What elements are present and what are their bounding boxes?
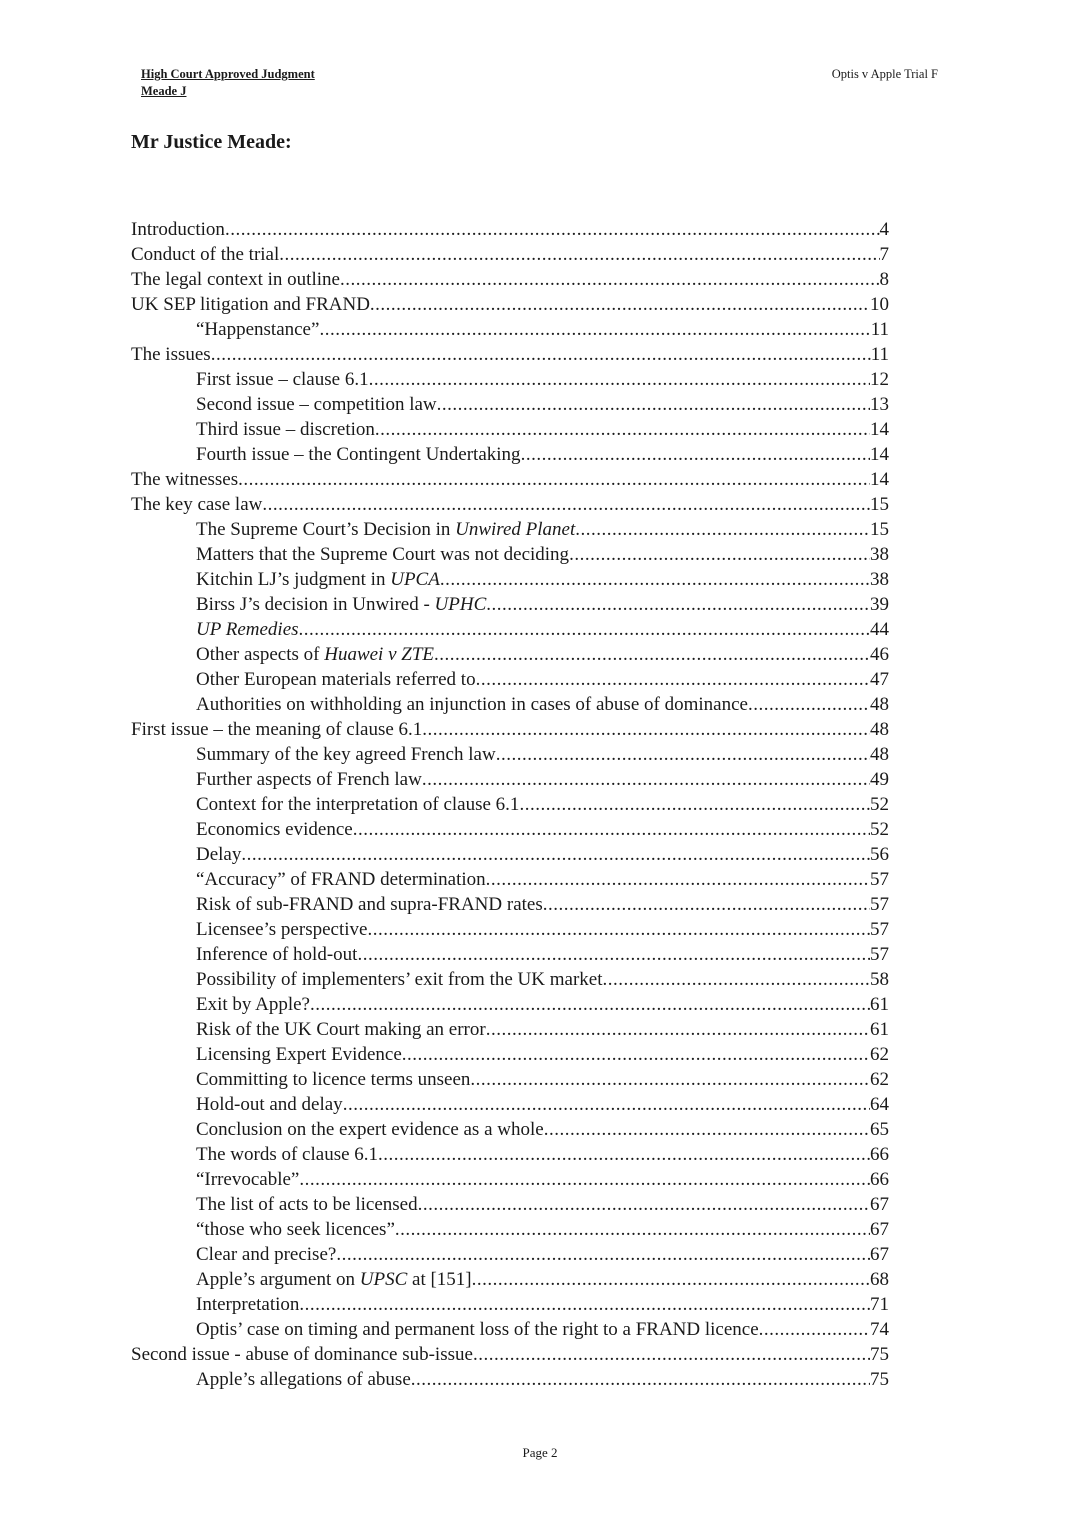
toc-entry-title-text: Matters that the Supreme Court was not deciding (196, 544, 570, 565)
toc-entry-title (196, 817, 353, 842)
toc-entry-page: 8 (879, 269, 889, 290)
toc-dot-leader (422, 717, 870, 742)
toc-entry-page: 75 (870, 1344, 889, 1365)
toc-entry[interactable] (131, 792, 889, 817)
toc-entry-page: 61 (870, 994, 889, 1015)
toc-dot-leader (370, 292, 870, 317)
toc-entry[interactable] (131, 1117, 889, 1142)
toc-entry-title-text: “Accuracy” of FRAND determination (196, 869, 486, 890)
toc-dot-leader (519, 792, 870, 817)
toc-entry-title (196, 1017, 486, 1042)
toc-entry[interactable] (131, 842, 889, 867)
toc-entry-title (196, 1142, 378, 1167)
toc-entry[interactable] (131, 742, 889, 767)
toc-entry[interactable] (131, 417, 889, 442)
toc-entry-title-text: Third issue – discretion (196, 419, 375, 440)
toc-entry[interactable] (131, 942, 889, 967)
toc-entry-title-text: Licensee’s perspective (196, 919, 368, 940)
toc-entry-title (131, 717, 422, 742)
toc-entry-page: 57 (870, 894, 889, 915)
toc-entry[interactable] (131, 1217, 889, 1242)
toc-entry-title (196, 767, 422, 792)
toc-entry-page: 62 (870, 1069, 889, 1090)
toc-entry-title (196, 667, 476, 692)
toc-entry-title-italic: Huawei v ZTE (324, 644, 434, 665)
toc-entry-title-text: Conduct of the trial (131, 244, 280, 265)
toc-dot-leader (434, 642, 870, 667)
toc-entry-title-italic: UPCA (390, 569, 440, 590)
toc-entry-title (131, 267, 340, 292)
toc-entry-title-text: Clear and precise? (196, 1244, 337, 1265)
toc-entry-title-text: at [151] (407, 1269, 472, 1290)
toc-entry[interactable] (131, 517, 889, 542)
toc-entry-title-text: Summary of the key agreed French law (196, 744, 496, 765)
toc-entry-page: 52 (870, 819, 889, 840)
toc-dot-leader (367, 917, 870, 942)
toc-entry-page: 44 (870, 619, 889, 640)
toc-entry[interactable] (131, 242, 889, 267)
toc-entry[interactable] (131, 592, 889, 617)
toc-entry-page: 67 (870, 1194, 889, 1215)
toc-entry-title (196, 1242, 336, 1267)
toc-entry-page: 56 (870, 844, 889, 865)
toc-dot-leader (603, 967, 871, 992)
toc-entry-title (196, 892, 543, 917)
toc-dot-leader (543, 892, 870, 917)
toc-entry-title (196, 792, 519, 817)
toc-entry-title (196, 567, 440, 592)
toc-dot-leader (470, 1067, 870, 1092)
toc-dot-leader (402, 1042, 870, 1067)
toc-entry-title-text: Conclusion on the expert evidence as a whole (196, 1119, 544, 1140)
toc-entry-page: 7 (879, 244, 889, 265)
toc-entry-page: 57 (870, 944, 889, 965)
toc-entry-title-text: Apple’s argument on (196, 1269, 360, 1290)
toc-entry-title-italic: UP Remedies (196, 619, 299, 640)
toc-entry[interactable] (131, 342, 889, 367)
toc-dot-leader (238, 467, 870, 492)
toc-dot-leader (496, 742, 870, 767)
toc-dot-leader (418, 1192, 870, 1217)
toc-entry[interactable] (131, 567, 889, 592)
toc-entry-page: 39 (870, 594, 889, 615)
toc-entry-title (196, 917, 367, 942)
toc-entry[interactable] (131, 1167, 889, 1192)
toc-dot-leader (473, 1342, 870, 1367)
toc-dot-leader (544, 1117, 870, 1142)
toc-entry-title-italic: Unwired Planet (455, 519, 576, 540)
toc-dot-leader (343, 1092, 870, 1117)
toc-entry-page: 71 (870, 1294, 889, 1315)
toc-entry-page: 4 (879, 219, 889, 240)
toc-entry[interactable] (131, 892, 889, 917)
toc-entry-page: 15 (870, 519, 889, 540)
toc-entry[interactable] (131, 1192, 889, 1217)
toc-dot-leader (422, 767, 870, 792)
toc-entry-title (196, 392, 437, 417)
header-judge: Meade J (141, 84, 187, 98)
toc-entry-page: 46 (870, 644, 889, 665)
toc-entry[interactable] (131, 1142, 889, 1167)
toc-dot-leader (759, 1317, 870, 1342)
toc-entry-page: 13 (870, 394, 889, 415)
toc-entry-title-text: Further aspects of French law (196, 769, 422, 790)
toc-entry-page: 67 (870, 1244, 889, 1265)
toc-entry[interactable] (131, 367, 889, 392)
toc-entry[interactable] (131, 992, 889, 1017)
toc-dot-leader (395, 1217, 870, 1242)
toc-entry-title-text: Fourth issue – the Contingent Undertaking (196, 444, 521, 465)
toc-entry[interactable] (131, 317, 889, 342)
toc-dot-leader (319, 317, 870, 342)
toc-dot-leader (378, 1142, 870, 1167)
toc-entry-page: 65 (870, 1119, 889, 1140)
toc-dot-leader (353, 817, 870, 842)
toc-entry-page: 66 (870, 1144, 889, 1165)
toc-entry-title-italic: UPSC (359, 1269, 408, 1290)
toc-entry-title (196, 442, 521, 467)
toc-dot-leader (411, 1367, 870, 1392)
toc-dot-leader (472, 1267, 870, 1292)
header-court-title: High Court Approved Judgment (141, 67, 315, 81)
toc-entry-title (196, 542, 569, 567)
toc-entry-title (131, 242, 279, 267)
page-number: Page 2 (522, 1445, 558, 1460)
toc-dot-leader (310, 992, 870, 1017)
toc-dot-leader (375, 417, 870, 442)
toc-entry-title-text: The list of acts to be licensed (196, 1194, 418, 1215)
toc-dot-leader (486, 592, 870, 617)
toc-dot-leader (440, 567, 870, 592)
toc-entry-title-text: Risk of sub-FRAND and supra-FRAND rates (196, 894, 543, 915)
toc-entry-title-text: Authorities on withholding an injunction in cases of abuse of dominance (196, 694, 748, 715)
toc-entry-title (196, 1367, 411, 1392)
toc-entry[interactable] (131, 917, 889, 942)
toc-entry[interactable] (131, 767, 889, 792)
toc-entry-title-text: The key case law (131, 494, 263, 515)
toc-entry-page: 15 (870, 494, 889, 515)
header-case-name: Optis v Apple Trial F (831, 67, 938, 81)
toc-entry[interactable] (131, 1042, 889, 1067)
toc-dot-leader (211, 342, 871, 367)
toc-entry[interactable] (131, 267, 889, 292)
toc-entry-title-text: First issue – clause 6.1 (196, 369, 369, 390)
toc-entry-page: 48 (870, 719, 889, 740)
toc-entry-title (131, 1342, 473, 1367)
toc-entry-title (196, 867, 486, 892)
judge-heading: Mr Justice Meade: (131, 131, 292, 153)
toc-entry-page: 62 (870, 1044, 889, 1065)
toc-entry-title (196, 1292, 299, 1317)
toc-dot-leader (262, 492, 870, 517)
toc-entry-page: 49 (870, 769, 889, 790)
toc-dot-leader (437, 392, 870, 417)
toc-entry-title (196, 367, 369, 392)
toc-entry-title (196, 842, 241, 867)
toc-entry-title (196, 692, 748, 717)
toc-entry-title-text: Inference of hold-out (196, 944, 358, 965)
toc-entry-title-text: Other European materials referred to (196, 669, 476, 690)
toc-dot-leader (748, 692, 870, 717)
toc-dot-leader (279, 242, 879, 267)
toc-entry-title-text: The Supreme Court’s Decision in (196, 519, 456, 540)
toc-entry[interactable] (131, 292, 889, 317)
toc-entry-title-text: The witnesses (131, 469, 239, 490)
toc-entry-page: 75 (870, 1369, 889, 1390)
toc-entry[interactable] (131, 1292, 889, 1317)
toc-entry-title-text: Delay (196, 844, 242, 865)
toc-entry-title-text: Second issue - abuse of dominance sub-issue (131, 1344, 473, 1365)
toc-entry-title (196, 617, 299, 642)
toc-entry-page: 57 (870, 919, 889, 940)
table-of-contents (131, 217, 889, 1392)
toc-entry-title (131, 492, 262, 517)
toc-entry-page: 66 (870, 1169, 889, 1190)
toc-entry[interactable] (131, 542, 889, 567)
toc-dot-leader (486, 867, 870, 892)
toc-entry[interactable] (131, 1067, 889, 1092)
toc-entry-title-text: Optis’ case on timing and permanent loss of the right to a FRAND licence (196, 1319, 759, 1340)
toc-entry-title-text: Context for the interpretation of clause 6.1 (196, 794, 520, 815)
toc-entry-title (196, 1267, 472, 1292)
toc-entry-title (196, 1167, 299, 1192)
toc-entry-title (196, 317, 319, 342)
toc-entry-title (131, 342, 211, 367)
toc-entry-title (196, 742, 496, 767)
toc-entry-page: 67 (870, 1219, 889, 1240)
toc-entry-title-text: Hold-out and delay (196, 1094, 343, 1115)
toc-entry-title-text: Risk of the UK Court making an error (196, 1019, 486, 1040)
toc-entry-title-text: Economics evidence (196, 819, 353, 840)
toc-entry-page: 14 (870, 469, 889, 490)
toc-entry-title (131, 292, 370, 317)
toc-entry[interactable] (131, 1342, 889, 1367)
toc-entry-title-text: Apple’s allegations of abuse (196, 1369, 411, 1390)
header-left (141, 66, 315, 100)
toc-dot-leader (569, 542, 870, 567)
toc-dot-leader (521, 442, 870, 467)
toc-entry-page: 58 (870, 969, 889, 990)
toc-entry-title-text: Interpretation (196, 1294, 300, 1315)
toc-dot-leader (299, 1292, 870, 1317)
toc-entry[interactable] (131, 867, 889, 892)
toc-entry-page: 14 (870, 419, 889, 440)
toc-entry-page: 11 (870, 319, 889, 340)
toc-dot-leader (299, 617, 870, 642)
toc-entry-title-text: Kitchin LJ’s judgment in (196, 569, 391, 590)
toc-entry[interactable] (131, 392, 889, 417)
toc-entry[interactable] (131, 1367, 889, 1392)
toc-entry-title-text: Other aspects of (196, 644, 325, 665)
toc-entry[interactable] (131, 1267, 889, 1292)
toc-entry-title (196, 642, 434, 667)
toc-dot-leader (486, 1017, 870, 1042)
toc-entry[interactable] (131, 1242, 889, 1267)
toc-entry-title-text: “Happenstance” (196, 319, 320, 340)
toc-entry-title (196, 1317, 759, 1342)
toc-entry-title (196, 1117, 544, 1142)
toc-dot-leader (336, 1242, 870, 1267)
toc-entry-title (196, 1092, 343, 1117)
toc-entry-page: 48 (870, 694, 889, 715)
toc-entry-title (196, 517, 575, 542)
toc-entry-page: 12 (870, 369, 889, 390)
toc-entry-title-text: “those who seek licences” (196, 1219, 395, 1240)
toc-entry-title-text: Possibility of implementers’ exit from the UK market (196, 969, 603, 990)
toc-entry-title-text: Committing to licence terms unseen (196, 1069, 471, 1090)
toc-entry-title-text: First issue – the meaning of clause 6.1 (131, 719, 423, 740)
toc-entry-title (196, 1067, 470, 1092)
toc-entry-title (196, 1042, 402, 1067)
toc-entry[interactable] (131, 692, 889, 717)
toc-entry-title-italic: UPHC (434, 594, 487, 615)
toc-entry-page: 48 (870, 744, 889, 765)
toc-dot-leader (299, 1167, 870, 1192)
toc-entry-page: 10 (870, 294, 889, 315)
toc-entry[interactable] (131, 1092, 889, 1117)
toc-entry-title-text: Second issue – competition law (196, 394, 437, 415)
toc-entry-title-text: Birss J’s decision in Unwired - (196, 594, 435, 615)
toc-entry[interactable] (131, 617, 889, 642)
toc-entry-title (196, 942, 357, 967)
toc-entry-page: 74 (870, 1319, 889, 1340)
toc-dot-leader (241, 842, 870, 867)
toc-entry-title-text: UK SEP litigation and FRAND (131, 294, 370, 315)
toc-entry-page: 61 (870, 1019, 889, 1040)
toc-dot-leader (340, 267, 880, 292)
toc-entry-title-text: The words of clause 6.1 (196, 1144, 379, 1165)
toc-entry-page: 52 (870, 794, 889, 815)
toc-entry-title (131, 467, 238, 492)
toc-entry[interactable] (131, 467, 889, 492)
toc-entry-title-text: “Irrevocable” (196, 1169, 300, 1190)
toc-entry[interactable] (131, 717, 889, 742)
toc-entry[interactable] (131, 817, 889, 842)
toc-entry-title-text: The legal context in outline (131, 269, 340, 290)
toc-entry-title (196, 592, 486, 617)
toc-entry[interactable] (131, 642, 889, 667)
toc-entry-page: 57 (870, 869, 889, 890)
toc-entry-title (196, 1192, 418, 1217)
toc-entry-title-text: Exit by Apple? (196, 994, 310, 1015)
toc-dot-leader (369, 367, 870, 392)
toc-entry-page: 38 (870, 569, 889, 590)
toc-entry-title-text: The issues (131, 344, 211, 365)
toc-entry[interactable] (131, 1017, 889, 1042)
toc-entry-page: 68 (870, 1269, 889, 1290)
toc-entry-page: 47 (870, 669, 889, 690)
toc-entry-page: 11 (870, 344, 889, 365)
toc-entry[interactable] (131, 667, 889, 692)
toc-entry-title (196, 1217, 395, 1242)
toc-entry-page: 14 (870, 444, 889, 465)
toc-entry[interactable] (131, 967, 889, 992)
toc-entry-page: 64 (870, 1094, 889, 1115)
toc-entry-title (196, 992, 310, 1017)
toc-entry[interactable] (131, 492, 889, 517)
toc-dot-leader (357, 942, 870, 967)
toc-dot-leader (575, 517, 870, 542)
toc-entry[interactable] (131, 217, 889, 242)
toc-entry-title-text: Licensing Expert Evidence (196, 1044, 402, 1065)
toc-entry-title (196, 417, 375, 442)
toc-dot-leader (225, 217, 880, 242)
toc-dot-leader (476, 667, 870, 692)
toc-entry[interactable] (131, 1317, 889, 1342)
toc-entry[interactable] (131, 442, 889, 467)
toc-entry-title (131, 217, 225, 242)
toc-entry-title (196, 967, 603, 992)
toc-entry-title-text: Introduction (131, 219, 225, 240)
toc-entry-page: 38 (870, 544, 889, 565)
